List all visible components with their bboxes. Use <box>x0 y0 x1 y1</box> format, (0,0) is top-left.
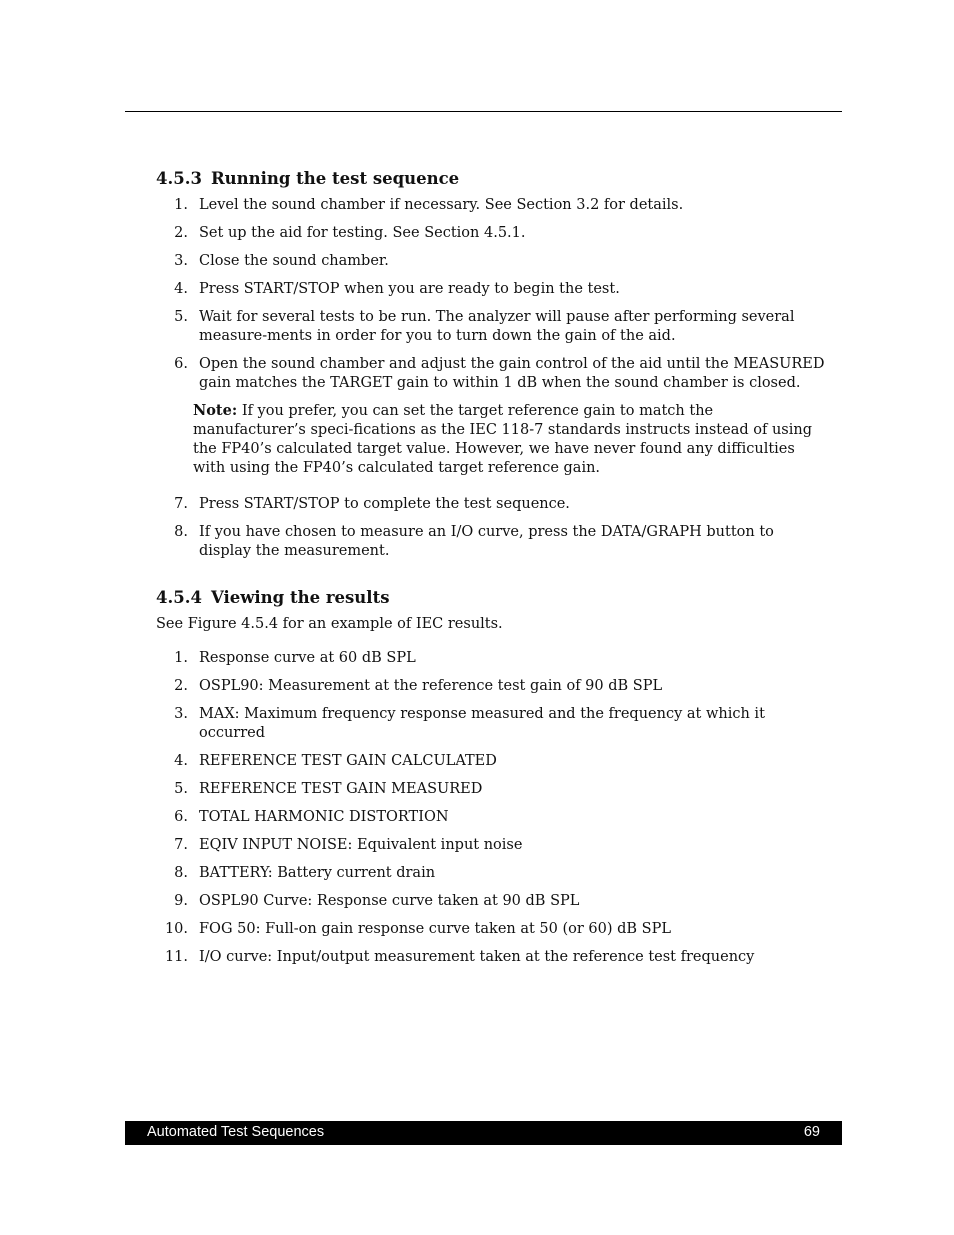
list-item: 6. TOTAL HARMONIC DISTORTION <box>174 809 449 825</box>
section-title: Viewing the results <box>210 588 390 607</box>
footer-title: Automated Test Sequences <box>147 1124 325 1140</box>
list-item: 2. OSPL90: Measurement at the reference test gain of 90 dB SPL <box>174 678 663 694</box>
list-item: 8. If you have chosen to measure an I/O curve, press the DATA/GRAPH button to display the measurement. <box>174 524 774 559</box>
list-item: 5. REFERENCE TEST GAIN MEASURED <box>174 781 483 797</box>
intro-text: See Figure 4.5.4 for an example of IEC results. <box>156 616 503 632</box>
list-item: 7. Press START/STOP to complete the test sequence. <box>174 496 570 512</box>
list-item: 9. OSPL90 Curve: Response curve taken at 90 dB SPL <box>174 893 580 909</box>
list-item: 8. BATTERY: Battery current drain <box>174 865 436 881</box>
list-item: 2. Set up the aid for testing. See Section 4.5.1. <box>174 225 526 241</box>
section-viewing <box>156 587 830 967</box>
note-label: Note: <box>193 402 238 419</box>
header-rule <box>125 111 842 112</box>
list-item: 1. Response curve at 60 dB SPL <box>174 650 416 666</box>
list-item: 11. I/O curve: Input/output measurement taken at the reference test frequency <box>164 949 755 965</box>
section-number: 4.5.4 <box>156 588 202 607</box>
section-heading-running <box>156 168 830 190</box>
note-block <box>193 401 830 478</box>
note-text: If you prefer, you can set the target reference gain to match the manufacturer’s speci-fications as the IEC 118-7 standards instructs instead of using the FP40’s calculated target value. However, we have never found any difficulties with using the FP40’s calculated target reference gain. <box>193 403 812 476</box>
list-item: 6. Open the sound chamber and adjust the gain control of the aid until the MEASURED gain matches the TARGET gain to within 1 dB when the sound chamber is closed. <box>174 356 825 391</box>
page-footer <box>125 1121 842 1145</box>
page-content <box>156 168 830 976</box>
steps-list-continued <box>156 495 830 561</box>
list-item: 7. EQIV INPUT NOISE: Equivalent input noise <box>174 837 523 853</box>
page-number: 69 <box>803 1124 820 1140</box>
list-item: 5. Wait for several tests to be run. The analyzer will pause after performing several measure-ments in order for you to turn down the gain of the aid. <box>174 309 795 344</box>
list-item: 4. Press START/STOP when you are ready to begin the test. <box>174 281 620 297</box>
list-item: 4. REFERENCE TEST GAIN CALCULATED <box>174 753 497 769</box>
list-item: 3. Close the sound chamber. <box>174 253 389 269</box>
results-list <box>156 649 830 967</box>
list-item: 3. MAX: Maximum frequency response measured and the frequency at which it occurred <box>174 706 765 741</box>
steps-list <box>156 196 830 393</box>
section-title: Running the test sequence <box>210 169 460 188</box>
list-item: 1. Level the sound chamber if necessary. See Section 3.2 for details. <box>174 197 684 213</box>
section-number: 4.5.3 <box>156 169 202 188</box>
list-item: 10. FOG 50: Full-on gain response curve taken at 50 (or 60) dB SPL <box>164 921 671 937</box>
section-heading-viewing <box>156 587 830 609</box>
